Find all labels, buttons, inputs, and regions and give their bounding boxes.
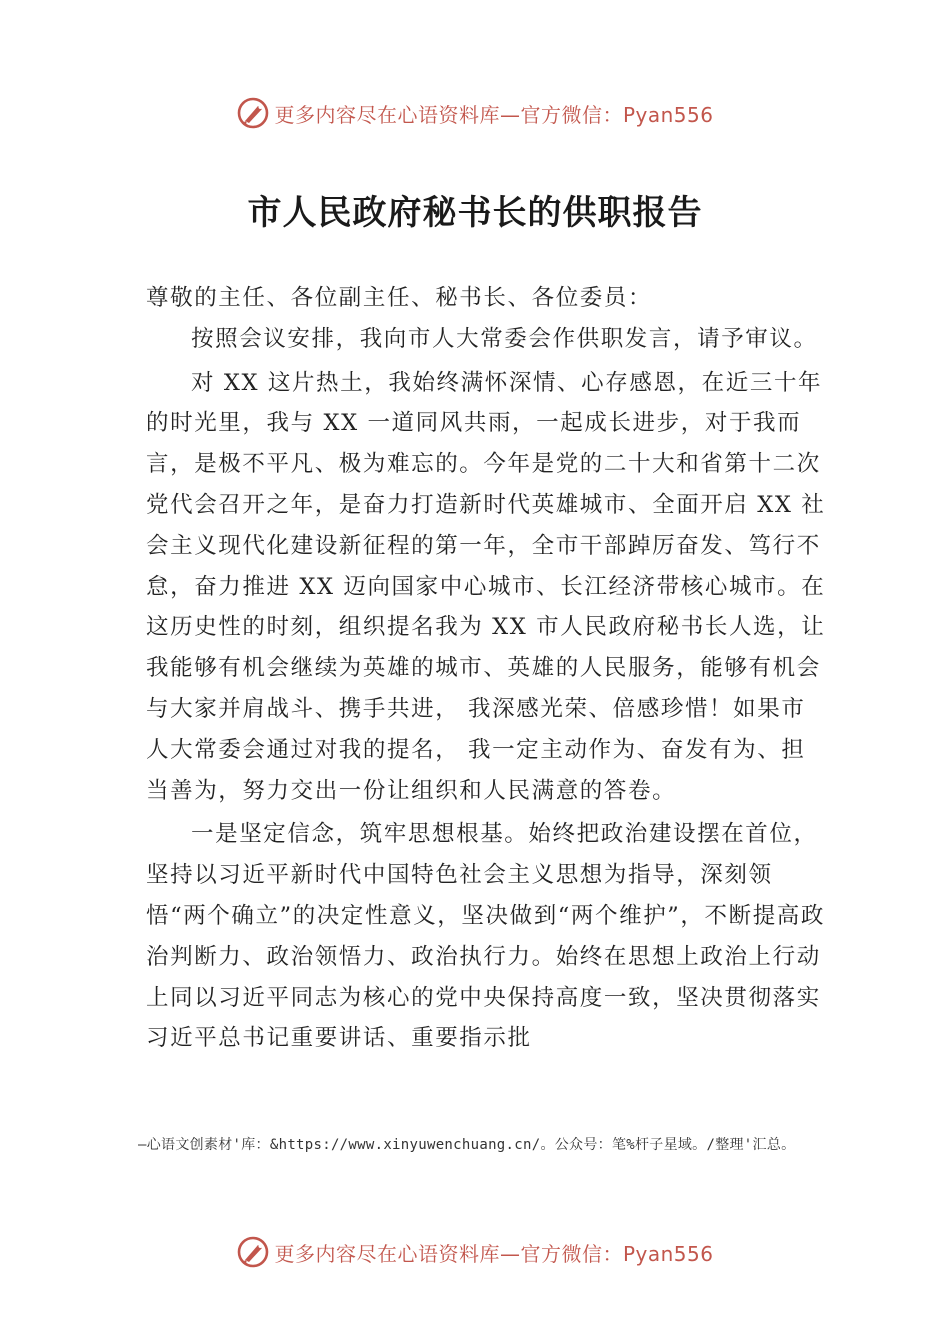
paragraph-3: 一是坚定信念，筑牢思想根基。始终把政治建设摆在首位，坚持以习近平新时代中国特色社会主义思想为指导，深刻领悟“两个确立”的决定性意义，坚决做到“两个维护”，不断提高政治判断力、政治领悟力、政治执行力。始终在思想上政治上行动上同以习近平同志为核心的党中央保持高度一致，坚决贯彻落实习近平总书记重要讲话、重要指示批 bbox=[146, 821, 826, 1052]
document-title: 市人民政府秘书长的供职报告 bbox=[247, 193, 703, 233]
document-body bbox=[146, 278, 826, 1059]
salutation: 尊敬的主任、各位副主任、秘书长、各位委员： bbox=[146, 285, 653, 311]
paragraph-1: 按照会议安排，我向市人大常委会作供职发言，请予审议。 bbox=[191, 325, 818, 352]
pen-seal-logo-icon bbox=[236, 1235, 270, 1269]
source-footnote: —心语文创素材'库：&https://www.xinyuwenchuang.cn/。公众号：笔%杆子星域。/整理'汇总。 bbox=[138, 1137, 796, 1153]
paragraph-2: 对 XX 这片热土，我始终满怀深情、心存感恩，在近三十年的时光里，我与 XX 一道同风共雨，一起成长进步，对于我而言，是极不平凡、极为难忘的。今年是党的二十大和省第十二次党代会召开之年，是奋力打造新时代英雄城市、全面开启 XX 社会主义现代化建设新征程的第一年，全市干部踔厉奋发、笃行不怠，奋力推进 XX 迈向国家中心城市、长江经济带核心城市。在这历史性的时刻，组织提名我为 XX 市人民政府秘书长人选，让我能够有机会继续为英雄的城市、英雄的人民服务，能够有机会与大家并肩战斗、携手共进， 我深感光荣、倍感珍惜！如果市人大常委会通过对我的提名， 我一定主动作为、奋发有为、担当善为，努力交出一份让组织和人民满意的答卷。 bbox=[146, 369, 826, 804]
banner-text: 更多内容尽在心语资料库—官方微信：Pyan556 bbox=[274, 102, 714, 127]
banner-text: 更多内容尽在心语资料库—官方微信：Pyan556 bbox=[274, 1241, 714, 1266]
pen-seal-logo-icon bbox=[236, 96, 270, 130]
footer-banner bbox=[0, 1232, 950, 1272]
header-banner bbox=[0, 93, 950, 133]
